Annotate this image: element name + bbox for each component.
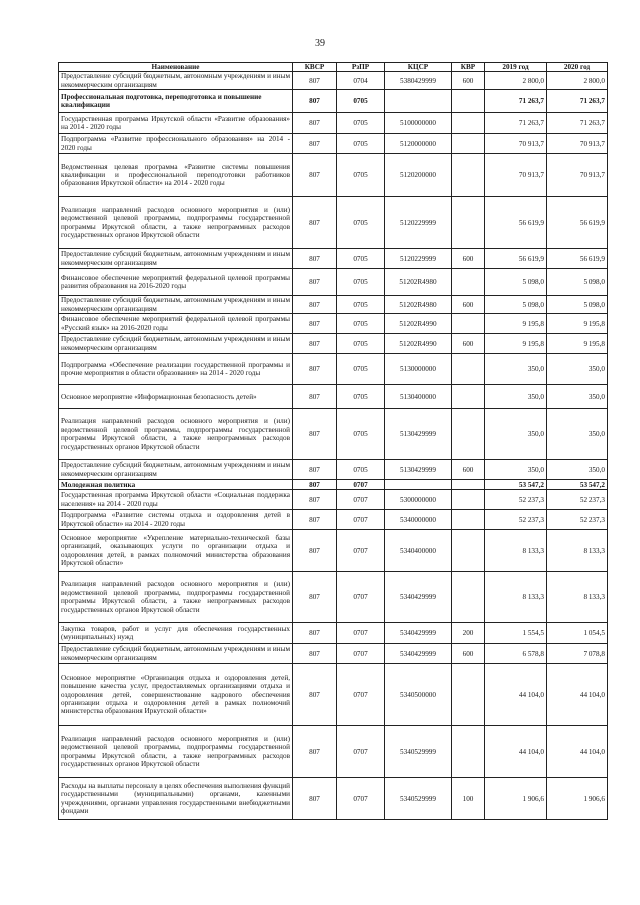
- cell-rzpr: 0707: [337, 572, 385, 623]
- cell-2020: 71 263,7: [547, 113, 608, 134]
- header-kcsr: КЦСР: [385, 63, 452, 72]
- cell-kvr: 600: [452, 249, 485, 269]
- cell-2019: 70 913,7: [485, 134, 547, 154]
- cell-name: Предоставление субсидий бюджетным, автономным учреждениям и иным некоммерческим организациям: [59, 334, 293, 354]
- cell-2019: 350,0: [485, 409, 547, 460]
- table-row: [59, 409, 608, 460]
- cell-kvr: [452, 726, 485, 778]
- cell-rzpr: 0705: [337, 134, 385, 154]
- cell-rzpr: 0707: [337, 644, 385, 664]
- cell-kcsr: 5130400000: [385, 385, 452, 409]
- cell-kvsr: 807: [293, 249, 337, 269]
- table-row: [59, 314, 608, 334]
- cell-kcsr: 5120229999: [385, 197, 452, 249]
- cell-2020: 70 913,7: [547, 154, 608, 197]
- table-row: [59, 296, 608, 314]
- cell-2019: 71 263,7: [485, 113, 547, 134]
- header-name: Наименование: [59, 63, 293, 72]
- cell-kcsr: 5340500000: [385, 664, 452, 726]
- cell-2020: 1 906,6: [547, 778, 608, 820]
- cell-kcsr: 51202R4990: [385, 334, 452, 354]
- cell-2020: 8 133,3: [547, 572, 608, 623]
- cell-kvr: 600: [452, 72, 485, 90]
- cell-kvr: [452, 354, 485, 385]
- table-row: [59, 530, 608, 572]
- cell-kvsr: 807: [293, 385, 337, 409]
- cell-rzpr: 0705: [337, 154, 385, 197]
- cell-kvr: [452, 269, 485, 296]
- table-row: [59, 460, 608, 480]
- cell-2019: 44 104,0: [485, 726, 547, 778]
- table-row: [59, 90, 608, 113]
- cell-kcsr: 5340529999: [385, 726, 452, 778]
- cell-kcsr: 5120200000: [385, 154, 452, 197]
- cell-kvr: [452, 510, 485, 530]
- cell-kvsr: 807: [293, 510, 337, 530]
- table-row: [59, 480, 608, 490]
- cell-kcsr: 5340529999: [385, 778, 452, 820]
- cell-kvsr: 807: [293, 623, 337, 644]
- cell-kcsr: 5340429999: [385, 623, 452, 644]
- header-2019: 2019 год: [485, 63, 547, 72]
- cell-rzpr: 0707: [337, 623, 385, 644]
- cell-2020: 53 547,2: [547, 480, 608, 490]
- table-row: [59, 644, 608, 664]
- cell-kvr: [452, 154, 485, 197]
- cell-kvr: 600: [452, 644, 485, 664]
- cell-rzpr: 0705: [337, 269, 385, 296]
- table-row: [59, 249, 608, 269]
- cell-2020: 2 800,0: [547, 72, 608, 90]
- table-row: [59, 354, 608, 385]
- cell-name: Реализация направлений расходов основного мероприятия и (или) ведомственной целевой программы, подпрограммы государственной программы Иркутской области, а также непрограммных расходов государственных органов Иркутской области: [59, 572, 293, 623]
- cell-kvsr: 807: [293, 269, 337, 296]
- cell-kvr: [452, 134, 485, 154]
- cell-kvr: [452, 385, 485, 409]
- cell-2020: 350,0: [547, 354, 608, 385]
- cell-rzpr: 0707: [337, 480, 385, 490]
- cell-2019: 5 098,0: [485, 296, 547, 314]
- cell-2020: 350,0: [547, 409, 608, 460]
- cell-name: Государственная программа Иркутской области «Развитие образования» на 2014 - 2020 годы: [59, 113, 293, 134]
- cell-kvr: [452, 409, 485, 460]
- cell-name: Основное мероприятие «Информационная безопасность детей»: [59, 385, 293, 409]
- cell-kcsr: 51202R4990: [385, 314, 452, 334]
- cell-2020: 5 098,0: [547, 269, 608, 296]
- cell-2019: 350,0: [485, 354, 547, 385]
- cell-2020: 52 237,3: [547, 490, 608, 510]
- cell-kvsr: 807: [293, 530, 337, 572]
- cell-2019: 1 554,5: [485, 623, 547, 644]
- cell-kvsr: 807: [293, 480, 337, 490]
- cell-2019: 8 133,3: [485, 530, 547, 572]
- cell-2019: 2 800,0: [485, 72, 547, 90]
- cell-kvsr: 807: [293, 154, 337, 197]
- cell-rzpr: 0705: [337, 460, 385, 480]
- cell-2019: 350,0: [485, 385, 547, 409]
- header-2020: 2020 год: [547, 63, 608, 72]
- cell-2019: 350,0: [485, 460, 547, 480]
- cell-name: Финансовое обеспечение мероприятий федеральной целевой программы развития образования на 2016-2020 годы: [59, 269, 293, 296]
- table-row: [59, 726, 608, 778]
- cell-kvr: 600: [452, 460, 485, 480]
- table-row: [59, 490, 608, 510]
- table-row: [59, 269, 608, 296]
- cell-2019: 8 133,3: [485, 572, 547, 623]
- cell-kvr: [452, 90, 485, 113]
- table-body: [59, 72, 608, 820]
- cell-name: Молодежная политика: [59, 480, 293, 490]
- cell-kvsr: 807: [293, 644, 337, 664]
- cell-2020: 350,0: [547, 460, 608, 480]
- table-row: [59, 72, 608, 90]
- cell-kvsr: 807: [293, 113, 337, 134]
- cell-name: Предоставление субсидий бюджетным, автономным учреждениям и иным некоммерческим организациям: [59, 296, 293, 314]
- cell-2020: 350,0: [547, 385, 608, 409]
- cell-kcsr: 5130429999: [385, 409, 452, 460]
- cell-2020: 70 913,7: [547, 134, 608, 154]
- cell-kvr: 100: [452, 778, 485, 820]
- cell-kvr: [452, 530, 485, 572]
- cell-rzpr: 0704: [337, 72, 385, 90]
- cell-kvsr: 807: [293, 664, 337, 726]
- cell-kvr: [452, 664, 485, 726]
- cell-2019: 52 237,3: [485, 490, 547, 510]
- cell-kcsr: 5120000000: [385, 134, 452, 154]
- cell-name: Предоставление субсидий бюджетным, автономным учреждениям и иным некоммерческим организациям: [59, 72, 293, 90]
- cell-2020: 8 133,3: [547, 530, 608, 572]
- cell-2019: 9 195,8: [485, 314, 547, 334]
- cell-kcsr: 5130429999: [385, 460, 452, 480]
- cell-name: Государственная программа Иркутской области «Социальная поддержка населения» на 2014 - 2020 годы: [59, 490, 293, 510]
- cell-name: Подпрограмма «Развитие профессионального образования» на 2014 - 2020 годы: [59, 134, 293, 154]
- cell-2020: 56 619,9: [547, 197, 608, 249]
- cell-name: Реализация направлений расходов основного мероприятия и (или) ведомственной целевой программы, подпрограммы государственной программы Иркутской области, а также непрограммных расходов государственных органов Иркутской области: [59, 197, 293, 249]
- cell-2019: 52 237,3: [485, 510, 547, 530]
- cell-kvsr: 807: [293, 72, 337, 90]
- table-row: [59, 334, 608, 354]
- cell-name: Закупка товаров, работ и услуг для обеспечения государственных (муниципальных) нужд: [59, 623, 293, 644]
- cell-rzpr: 0705: [337, 385, 385, 409]
- cell-name: Реализация направлений расходов основного мероприятия и (или) ведомственной целевой программы, подпрограммы государственной программы Иркутской области, а также непрограммных расходов государственных органов Иркутской области: [59, 726, 293, 778]
- cell-2019: 5 098,0: [485, 269, 547, 296]
- table-row: [59, 385, 608, 409]
- cell-name: Подпрограмма «Обеспечение реализации государственной программы и прочие мероприятия в области образования» на 2014 - 2020 годы: [59, 354, 293, 385]
- cell-2019: 56 619,9: [485, 249, 547, 269]
- cell-kvr: 600: [452, 296, 485, 314]
- cell-rzpr: 0705: [337, 409, 385, 460]
- cell-2020: 9 195,8: [547, 334, 608, 354]
- table-row: [59, 134, 608, 154]
- cell-kvr: [452, 480, 485, 490]
- table-row: [59, 154, 608, 197]
- cell-2020: 9 195,8: [547, 314, 608, 334]
- cell-name: Основное мероприятие «Организация отдыха и оздоровления детей, повышение качества услуг, предоставляемых организациями отдыха и оздоровления детей, совершенствование кадрового обеспечения организации отдыха и оздоровления детей в рамках полномочий министерства образования Иркутской области»: [59, 664, 293, 726]
- cell-kvsr: 807: [293, 197, 337, 249]
- cell-2019: 9 195,8: [485, 334, 547, 354]
- cell-rzpr: 0707: [337, 530, 385, 572]
- cell-kvsr: 807: [293, 460, 337, 480]
- cell-rzpr: 0705: [337, 113, 385, 134]
- table-row: [59, 623, 608, 644]
- cell-kvr: 600: [452, 334, 485, 354]
- cell-name: Финансовое обеспечение мероприятий федеральной целевой программы «Русский язык» на 2016-2020 годы: [59, 314, 293, 334]
- cell-2020: 7 078,8: [547, 644, 608, 664]
- cell-kcsr: 5340429999: [385, 572, 452, 623]
- cell-rzpr: 0705: [337, 334, 385, 354]
- budget-table: [58, 62, 608, 820]
- cell-2019: 70 913,7: [485, 154, 547, 197]
- cell-2020: 44 104,0: [547, 664, 608, 726]
- cell-rzpr: 0705: [337, 249, 385, 269]
- table-row: [59, 778, 608, 820]
- cell-kcsr: 5340000000: [385, 510, 452, 530]
- cell-kvsr: 807: [293, 490, 337, 510]
- header-kvr: КВР: [452, 63, 485, 72]
- cell-kvsr: 807: [293, 314, 337, 334]
- cell-name: Основное мероприятие «Укрепление материально-технической базы организаций, оказывающих услуги по организации отдыха и оздоровления детей, в рамках полномочий министерства образования Иркутской области»: [59, 530, 293, 572]
- cell-2019: 56 619,9: [485, 197, 547, 249]
- page-number: 39: [315, 38, 325, 49]
- cell-2020: 44 104,0: [547, 726, 608, 778]
- cell-kvsr: 807: [293, 90, 337, 113]
- cell-rzpr: 0705: [337, 314, 385, 334]
- cell-2020: 1 054,5: [547, 623, 608, 644]
- cell-2019: 71 263,7: [485, 90, 547, 113]
- cell-kvr: [452, 314, 485, 334]
- cell-rzpr: 0705: [337, 354, 385, 385]
- cell-kvsr: 807: [293, 134, 337, 154]
- cell-name: Предоставление субсидий бюджетным, автономным учреждениям и иным некоммерческим организациям: [59, 460, 293, 480]
- cell-rzpr: 0707: [337, 510, 385, 530]
- cell-kcsr: 5300000000: [385, 490, 452, 510]
- cell-name: Реализация направлений расходов основного мероприятия и (или) ведомственной целевой программы, подпрограммы государственной программы Иркутской области, а также непрограммных расходов государственных органов Иркутской области: [59, 409, 293, 460]
- cell-kvsr: 807: [293, 409, 337, 460]
- cell-kvr: [452, 490, 485, 510]
- cell-kvsr: 807: [293, 334, 337, 354]
- table-row: [59, 510, 608, 530]
- table-row: [59, 197, 608, 249]
- cell-kvr: [452, 113, 485, 134]
- cell-kvsr: 807: [293, 778, 337, 820]
- cell-kcsr: 5120229999: [385, 249, 452, 269]
- table-row: [59, 572, 608, 623]
- cell-name: Подпрограмма «Развитие системы отдыха и оздоровления детей в Иркутской области» на 2014 - 2020 годы: [59, 510, 293, 530]
- cell-kvsr: 807: [293, 726, 337, 778]
- cell-rzpr: 0707: [337, 664, 385, 726]
- cell-kvsr: 807: [293, 296, 337, 314]
- header-rzpr: РзПР: [337, 63, 385, 72]
- cell-kcsr: 5100000000: [385, 113, 452, 134]
- cell-kvsr: 807: [293, 572, 337, 623]
- cell-rzpr: 0707: [337, 490, 385, 510]
- cell-kvr: [452, 197, 485, 249]
- cell-kcsr: 5130000000: [385, 354, 452, 385]
- cell-kcsr: 5380429999: [385, 72, 452, 90]
- cell-kvr: [452, 572, 485, 623]
- cell-2020: 71 263,7: [547, 90, 608, 113]
- cell-kvr: 200: [452, 623, 485, 644]
- table-header-row: [59, 63, 608, 72]
- cell-name: Профессиональная подготовка, переподготовка и повышение квалификации: [59, 90, 293, 113]
- cell-kcsr: 5340400000: [385, 530, 452, 572]
- table-row: [59, 664, 608, 726]
- cell-kvsr: 807: [293, 354, 337, 385]
- cell-2020: 5 098,0: [547, 296, 608, 314]
- cell-name: Расходы на выплаты персоналу в целях обеспечения выполнения функций государственными (муниципальными) органами, казенными учреждениями, органами управления государственными внебюджетными фондами: [59, 778, 293, 820]
- cell-kcsr: 51202R4980: [385, 269, 452, 296]
- cell-2019: 44 104,0: [485, 664, 547, 726]
- cell-name: Предоставление субсидий бюджетным, автономным учреждениям и иным некоммерческим организациям: [59, 249, 293, 269]
- cell-name: Предоставление субсидий бюджетным, автономным учреждениям и иным некоммерческим организациям: [59, 644, 293, 664]
- cell-rzpr: 0705: [337, 197, 385, 249]
- cell-kcsr: 5340429999: [385, 644, 452, 664]
- cell-kcsr: [385, 480, 452, 490]
- cell-2020: 56 619,9: [547, 249, 608, 269]
- cell-name: Ведомственная целевая программа «Развитие системы повышения квалификации и профессиональной переподготовки работников образования Иркутской области» на 2014 - 2020 годы: [59, 154, 293, 197]
- cell-2020: 52 237,3: [547, 510, 608, 530]
- table-row: [59, 113, 608, 134]
- cell-rzpr: 0705: [337, 296, 385, 314]
- cell-kcsr: [385, 90, 452, 113]
- cell-2019: 1 906,6: [485, 778, 547, 820]
- cell-2019: 53 547,2: [485, 480, 547, 490]
- header-kvsr: КВСР: [293, 63, 337, 72]
- cell-rzpr: 0707: [337, 778, 385, 820]
- cell-rzpr: 0707: [337, 726, 385, 778]
- cell-rzpr: 0705: [337, 90, 385, 113]
- cell-2019: 6 578,8: [485, 644, 547, 664]
- cell-kcsr: 51202R4980: [385, 296, 452, 314]
